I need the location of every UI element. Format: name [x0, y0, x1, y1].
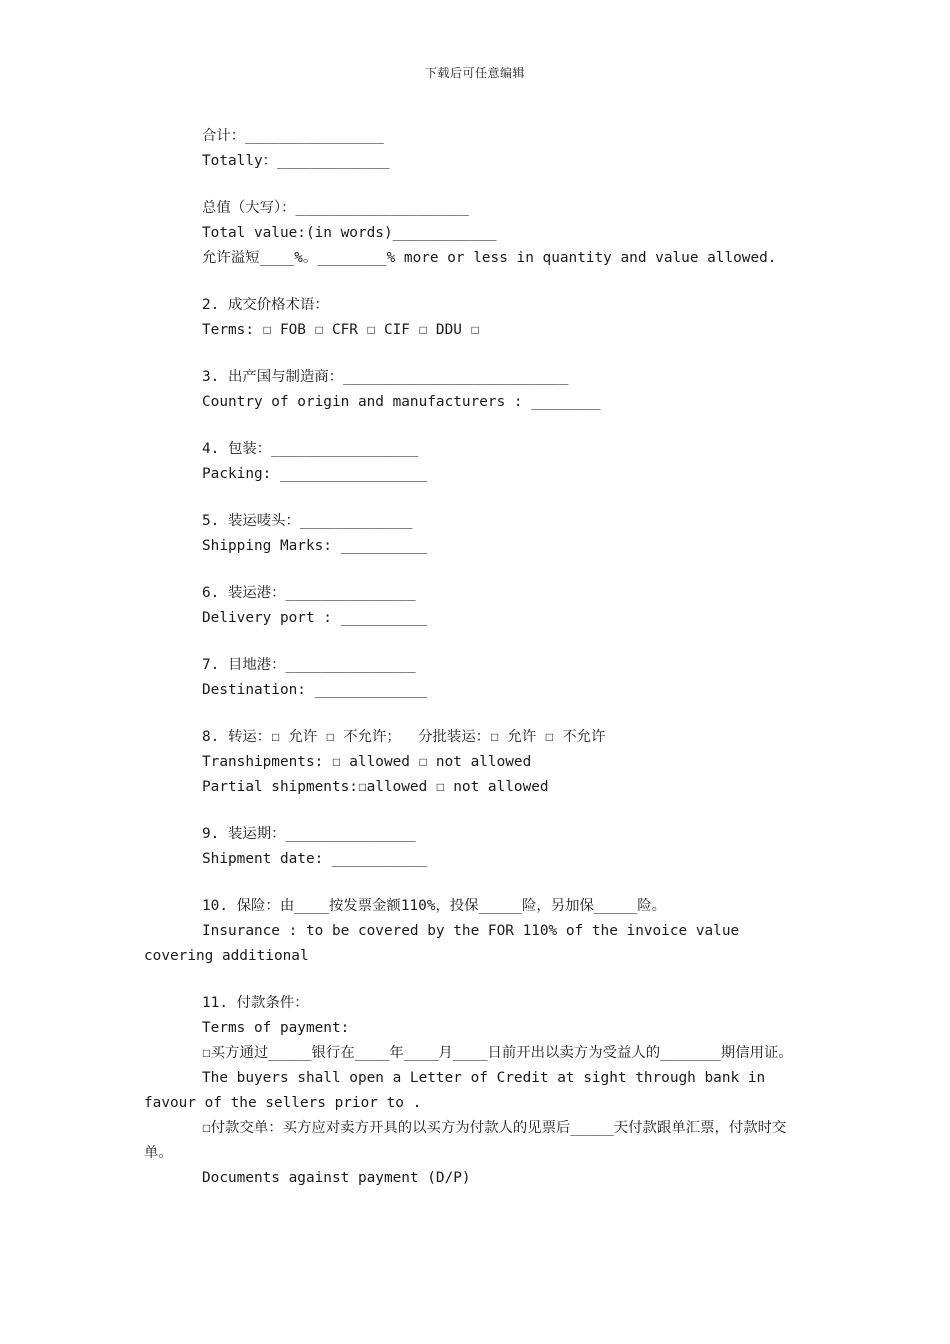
total-en-line: Totally：_____________ — [202, 153, 390, 169]
origin-en-line: Country of origin and manufacturers : ________ — [202, 394, 601, 410]
transhipment-cn-line: 8. 转运：☐ 允许 ☐ 不允许； 分批装运：☐ 允许 ☐ 不允许 — [202, 729, 606, 745]
marks-cn-line: 5. 装运唛头：_____________ — [202, 513, 413, 529]
allowance-line: 允许溢短____%。________% more or less in quantity and value allowed. — [202, 250, 777, 266]
documents-against-payment-en-line: Documents against payment (D/P) — [202, 1170, 471, 1186]
contract-body — [144, 124, 814, 1191]
page-header: 下载后可任意编辑 — [424, 66, 525, 80]
payment-cn-line: 11. 付款条件： — [202, 995, 309, 1011]
port-en-line: Delivery port : __________ — [202, 610, 428, 626]
documents-against-payment-cn-paragraph: ☐付款交单：买方应对卖方开具的以买方为付款人的见票后_____天付款跟单汇票，付款时交单。 — [144, 1120, 787, 1161]
shipment-date-cn-line: 9. 装运期：_______________ — [202, 826, 416, 842]
insurance-en-paragraph: Insurance : to be covered by the FOR 110% of the invoice value covering additional — [144, 923, 740, 964]
partial-shipment-line: Partial shipments:☐allowed ☐ not allowed — [202, 779, 549, 795]
origin-cn-line: 3. 出产国与制造商：__________________________ — [202, 369, 569, 385]
packing-en-line: Packing: _________________ — [202, 466, 428, 482]
shipment-date-en-line: Shipment date: ___________ — [202, 851, 428, 867]
terms-cn-line: 2. 成交价格术语： — [202, 297, 329, 313]
transhipment-en-line: Transhipments: ☐ allowed ☐ not allowed — [202, 754, 532, 770]
payment-en-line: Terms of payment: — [202, 1020, 350, 1036]
total-cn-line: 合计：________________ — [202, 128, 384, 144]
terms-en-line: Terms: ☐ FOB ☐ CFR ☐ CIF ☐ DDU ☐ — [202, 322, 480, 338]
marks-en-line: Shipping Marks: __________ — [202, 538, 428, 554]
destination-en-line: Destination: _____________ — [202, 682, 428, 698]
insurance-cn-line: 10. 保险：由____按发票金额110%，投保_____险，另加保_____险。 — [202, 898, 667, 914]
destination-cn-line: 7. 目地港：_______________ — [202, 657, 416, 673]
port-cn-line: 6. 装运港：_______________ — [202, 585, 416, 601]
value-en-line: Total value:(in words)____________ — [202, 225, 497, 241]
packing-cn-line: 4. 包装：_________________ — [202, 441, 419, 457]
letter-of-credit-en-paragraph: The buyers shall open a Letter of Credit at sight through bank in favour of the sellers prior to . — [144, 1070, 766, 1111]
letter-of-credit-cn-paragraph: ☐买方通过_____银行在____年____月____日前开出以卖方为受益人的_______期信用证。 — [202, 1045, 793, 1061]
value-cn-line: 总值（大写）：____________________ — [202, 200, 469, 216]
